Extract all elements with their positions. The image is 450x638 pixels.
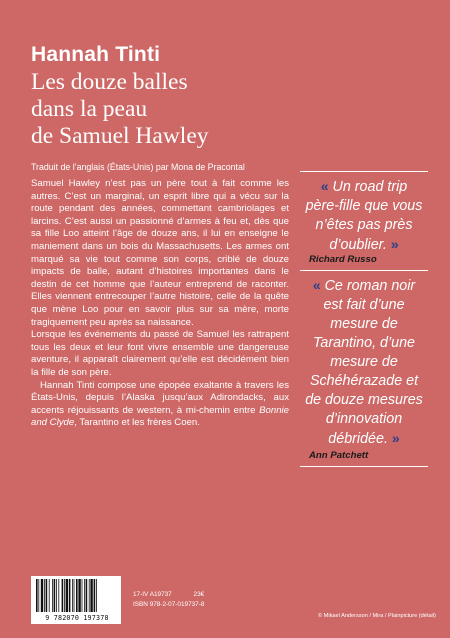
barcode-bar bbox=[54, 579, 56, 612]
synopsis-p3-text-b: , Tarantino et les frères Coen. bbox=[74, 417, 200, 429]
barcode-bar bbox=[41, 579, 43, 612]
quote-close-mark: » bbox=[391, 430, 400, 446]
photo-credit: © Mikael Andersson / Mira / Plainpicture (détail) bbox=[318, 613, 436, 619]
synopsis-p3-text-a: Hannah Tinti compose une épopée exaltante à travers les États-Unis, depuis l’Alaska jusqu’aux Adirondacks, aux accents réjouissants de western, à mi-chemin entre bbox=[31, 379, 289, 416]
barcode-bars bbox=[35, 579, 117, 614]
review-quote-2-text: Ce roman noir est fait d’une mesure de Tarantino, d’une mesure de Schéhérazade et de douze mesures d’innovation débridée. bbox=[305, 278, 423, 447]
barcode-bar bbox=[62, 579, 64, 612]
quote-open-mark: « bbox=[320, 178, 329, 194]
barcode-bar bbox=[86, 579, 88, 612]
review-quote-1-text: Un road trip père-fille que vous n’êtes pas près d’oublier. bbox=[305, 179, 423, 253]
review-quote-1 bbox=[303, 177, 425, 255]
barcode-digits: 9 782070 197378 bbox=[45, 614, 109, 622]
isbn: ISBN 978-2-07-019737-8 bbox=[133, 601, 205, 608]
barcode-bar bbox=[49, 579, 50, 612]
barcode-bar bbox=[90, 579, 92, 612]
barcode-bar bbox=[89, 579, 90, 612]
translator-credit: Traduit de l’anglais (États-Unis) par Mona de Pracontal bbox=[31, 162, 245, 172]
quote-divider-top bbox=[300, 171, 428, 172]
code-row bbox=[133, 590, 204, 600]
barcode-bar bbox=[52, 579, 53, 612]
barcode-bar bbox=[76, 579, 78, 612]
title-line-3: de Samuel Hawley bbox=[31, 123, 209, 149]
review-author-1: Richard Russo bbox=[309, 254, 377, 265]
barcode-bar bbox=[46, 579, 48, 612]
review-quote-2 bbox=[303, 276, 425, 449]
synopsis-paragraph-1: Samuel Hawley n’est pas un père tout à fait comme les autres. C’est un marginal, un esprit libre qui a vécu sur la route pendant des années, commettant cambriolages et larcins. C’est aussi un passionné d’armes à feu et, dès que sa fille Loo atteint l’âge de douze ans, il lui en enseigne le maniement dans un bois du Massachusetts. Les armes ont marqué sa vie tout comme son corps, criblé de douze impacts de balle, autant d’histoires importantes dans le destin de cet homme que l’auteur entreprend de raconter. Elles viennent entrecouper l’autre histoire, celle de la quête que mène Loo pour en savoir plus sur sa mère, morte tragiquement peu après sa naissance. bbox=[31, 178, 289, 328]
publication-info bbox=[133, 590, 204, 610]
barcode-bar bbox=[44, 579, 45, 612]
quote-divider-bottom bbox=[300, 466, 428, 467]
barcode-bar bbox=[64, 579, 65, 612]
barcode-bar bbox=[66, 579, 68, 612]
quote-divider-middle bbox=[300, 270, 428, 271]
barcode-bar bbox=[96, 579, 97, 612]
barcode-bar bbox=[69, 579, 71, 612]
review-author-2: Ann Patchett bbox=[309, 450, 369, 461]
barcode-bar bbox=[38, 579, 39, 612]
barcode-bar bbox=[36, 579, 38, 612]
barcode-bar bbox=[74, 579, 75, 612]
internal-code: 17-IV A19737 bbox=[133, 591, 172, 598]
barcode-bar bbox=[58, 579, 59, 612]
synopsis-paragraph-3 bbox=[31, 380, 289, 430]
price: 23€ bbox=[193, 591, 205, 598]
barcode-bar bbox=[84, 579, 85, 612]
barcode-bar bbox=[82, 579, 83, 612]
title-line-2: dans la peau bbox=[31, 96, 148, 122]
barcode-bar bbox=[72, 579, 73, 612]
synopsis-p3-italic: Bonnie and Clyde bbox=[31, 404, 289, 429]
author-name: Hannah Tinti bbox=[31, 43, 161, 66]
barcode-bar bbox=[56, 579, 57, 612]
quote-close-mark: » bbox=[390, 236, 399, 252]
barcode-bar bbox=[78, 579, 80, 612]
quote-open-mark: « bbox=[312, 277, 321, 293]
title-line-1: Les douze balles bbox=[31, 69, 188, 95]
book-title bbox=[31, 69, 331, 150]
barcode bbox=[31, 576, 121, 624]
synopsis bbox=[31, 178, 289, 430]
synopsis-paragraph-2: Lorsque les événements du passé de Samuel les rattrapent tous les deux et leur font vivre ensemble une dangereuse aventure, il apparaît clairement qu’elle est décidément bien la fille de son père. bbox=[31, 329, 289, 378]
barcode-bar bbox=[94, 579, 96, 612]
